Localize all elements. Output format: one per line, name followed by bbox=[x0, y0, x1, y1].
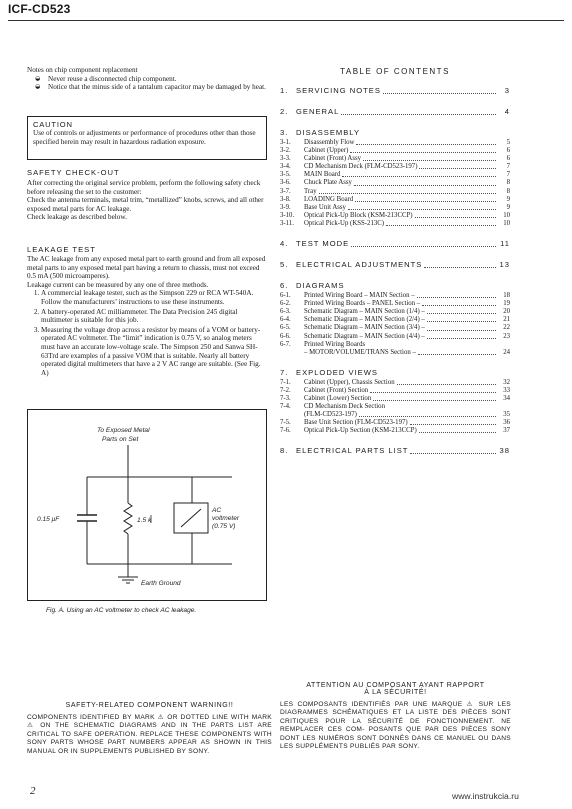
toc-leader-dots bbox=[354, 185, 496, 186]
toc-section-title: TEST MODE bbox=[296, 239, 350, 249]
toc-page-number: 7 bbox=[506, 163, 510, 171]
toc-section-title: GENERAL bbox=[296, 107, 340, 116]
toc-subsection bbox=[280, 220, 510, 228]
toc-subsection-title: (FLM-CD523-197) bbox=[304, 411, 357, 419]
leakage-test-text: Leakage current can be measured by any one of three methods. bbox=[27, 280, 209, 289]
toc-section-number: 7. bbox=[280, 367, 289, 377]
toc-subsection-number: 7-4. bbox=[280, 403, 291, 411]
toc-leader-dots bbox=[370, 392, 496, 393]
toc-page-number: 38 bbox=[499, 446, 510, 456]
toc-leader-dots bbox=[410, 424, 496, 425]
toc-subsection bbox=[280, 379, 510, 387]
toc-subsection-title: Schematic Diagram – MAIN Section (2/4) – bbox=[304, 316, 425, 324]
chip-note-item bbox=[27, 83, 267, 92]
manual-model-title: ICF-CD523 bbox=[8, 2, 71, 16]
table-of-contents bbox=[280, 86, 510, 456]
safety-checkout-title: SAFETY CHECK-OUT bbox=[27, 168, 120, 177]
toc-subsection bbox=[280, 395, 510, 403]
toc-subsection bbox=[280, 419, 510, 427]
toc-leader-dots bbox=[427, 313, 496, 314]
safety-checkout-text: Check leakage as described below. bbox=[27, 213, 127, 222]
toc-subsection-number: 7-2. bbox=[280, 386, 291, 394]
toc-subsection-number: 7-6. bbox=[280, 427, 291, 435]
toc-page-number: 11 bbox=[500, 239, 510, 249]
toc-subsection-number: 3-5. bbox=[280, 171, 291, 179]
toc-leader-dots bbox=[427, 338, 496, 339]
toc-subsection-number: 6-1. bbox=[280, 292, 291, 300]
safety-checkout-text: Check the antenna terminals, metal trim, “metallized” knobs, screws, and all other exposed metal parts for AC leakage. bbox=[27, 196, 264, 213]
toc-subsection-title: Printed Wiring Board – MAIN Section – bbox=[304, 292, 415, 300]
toc-subsection bbox=[280, 403, 510, 411]
toc-subsection bbox=[280, 341, 510, 349]
toc-section bbox=[280, 86, 510, 96]
capacitor-label: 0.15 μF bbox=[37, 516, 60, 523]
toc-leader-dots bbox=[356, 144, 496, 145]
toc-leader-dots bbox=[355, 201, 496, 202]
toc-subsection-title: MAIN Board bbox=[304, 171, 341, 179]
toc-subsection-title: Printed Wiring Boards – PANEL Section – bbox=[304, 300, 421, 308]
leakage-test-text: The AC leakage from any exposed metal part to earth ground and from all exposed metal parts to any exposed metal part having a return to chassis, must not exceed 0.5 mA (500 microamperes). bbox=[27, 255, 266, 281]
toc-subsection-number: 3-8. bbox=[280, 195, 291, 203]
toc-leader-dots bbox=[383, 93, 496, 94]
circuit-label-top: Parts on Set bbox=[102, 436, 139, 443]
toc-subsection bbox=[280, 316, 510, 324]
chip-note-text: Never reuse a disconnected chip component. bbox=[48, 74, 177, 83]
toc-page-number: 24 bbox=[503, 348, 510, 356]
toc-leader-dots bbox=[359, 416, 496, 417]
toc-subsection-number: 3-7. bbox=[280, 187, 291, 195]
toc-subsection-title: CD Mechanism Deck (FLM-CD523-197) bbox=[304, 163, 418, 171]
ground-label: Earth Ground bbox=[141, 580, 181, 587]
leakage-methods-list bbox=[27, 289, 267, 377]
leakage-method: 1. A commercial leakage tester, such as the Simpson 229 or RCA WT-540A. Follow the manufacturers’ instructions to use these instruments. bbox=[41, 289, 267, 306]
circuit-label-top: To Exposed Metal bbox=[97, 427, 150, 434]
toc-subsection-number: 6-5. bbox=[280, 324, 291, 332]
toc-leader-dots bbox=[410, 453, 496, 454]
toc-subsection-list bbox=[280, 139, 510, 228]
toc-page-number: 9 bbox=[506, 203, 510, 211]
leakage-method: 2. A battery-operated AC milliammeter. The Data Precision 245 digital multimeter is suitable for this job. bbox=[41, 308, 267, 325]
toc-subsection-number: 6-6. bbox=[280, 332, 291, 340]
watermark: www.instrukcia.ru bbox=[452, 791, 519, 801]
toc-page-number: 22 bbox=[503, 324, 510, 332]
toc-page-number: 36 bbox=[503, 419, 510, 427]
toc-subsection bbox=[280, 324, 510, 332]
safety-warning-fr-title: ATTENTION AU COMPOSANT AYANT RAPPORT bbox=[306, 682, 485, 689]
toc-section bbox=[280, 446, 510, 456]
toc-leader-dots bbox=[348, 209, 496, 210]
toc-page-number: 23 bbox=[503, 332, 510, 340]
bullet-icon: ◒ bbox=[35, 83, 41, 91]
toc-subsection-number: 3-1. bbox=[280, 139, 291, 146]
toc-subsection-number: 3-4. bbox=[280, 163, 291, 171]
toc-subsection bbox=[280, 171, 510, 179]
toc-section bbox=[280, 281, 510, 291]
toc-subsection-title: Printed Wiring Boards bbox=[304, 340, 366, 348]
toc-page-number: 20 bbox=[503, 308, 510, 316]
toc-page-number: 4 bbox=[504, 107, 510, 116]
toc-subsection bbox=[280, 196, 510, 204]
toc-title: TABLE OF CONTENTS bbox=[340, 67, 450, 76]
toc-section-number: 3. bbox=[280, 128, 289, 137]
toc-leader-dots bbox=[419, 432, 496, 433]
toc-subsection bbox=[280, 349, 510, 357]
toc-subsection bbox=[280, 300, 510, 308]
toc-subsection bbox=[280, 333, 510, 341]
chip-note-text: Notice that the minus side of a tantalum capacitor may be damaged by heat. bbox=[48, 83, 266, 92]
toc-subsection-title: Schematic Diagram – MAIN Section (1/4) – bbox=[304, 308, 425, 316]
toc-leader-dots bbox=[418, 354, 496, 355]
toc-subsection-number: 3-3. bbox=[280, 155, 291, 163]
chip-note-item bbox=[27, 75, 267, 84]
toc-subsection bbox=[280, 387, 510, 395]
toc-page-number: 34 bbox=[503, 394, 510, 402]
leakage-test bbox=[27, 245, 267, 378]
toc-section-number: 6. bbox=[280, 281, 289, 291]
toc-section-title: DISASSEMBLY bbox=[296, 128, 361, 137]
toc-section bbox=[280, 368, 510, 378]
toc-subsection bbox=[280, 411, 510, 419]
safety-warning-title: SAFETY-RELATED COMPONENT WARNING!! bbox=[65, 702, 234, 709]
toc-section bbox=[280, 107, 510, 117]
toc-subsection-number: 6-2. bbox=[280, 300, 291, 308]
toc-subsection bbox=[280, 427, 510, 435]
toc-subsection-title: Cabinet (Front) Section bbox=[304, 386, 369, 394]
toc-subsection bbox=[280, 292, 510, 300]
toc-section-title: SERVICING NOTES bbox=[296, 86, 381, 95]
toc-leader-dots bbox=[417, 297, 496, 298]
toc-subsection-title: Cabinet (Upper) bbox=[304, 147, 349, 155]
leakage-test-title: LEAKAGE TEST bbox=[27, 245, 96, 254]
toc-subsection-number: 6-7. bbox=[280, 340, 291, 348]
figure-caption: Fig. A. Using an AC voltmeter to check AC leakage. bbox=[46, 607, 197, 614]
toc-subsection bbox=[280, 139, 510, 147]
toc-subsection-number: 3-9. bbox=[280, 203, 291, 211]
safety-checkout-text: After correcting the original service problem, perform the following safety check before releasing the set to the customer: bbox=[27, 179, 261, 196]
toc-subsection bbox=[280, 212, 510, 220]
toc-page-number: 37 bbox=[503, 427, 510, 435]
toc-subsection-title: Cabinet (Upper), Chassis Section bbox=[304, 378, 395, 386]
toc-page-number: 33 bbox=[503, 386, 510, 394]
toc-leader-dots bbox=[363, 160, 496, 161]
toc-section-number: 8. bbox=[280, 446, 289, 456]
toc-page-number: 21 bbox=[503, 316, 510, 324]
toc-subsection bbox=[280, 163, 510, 171]
toc-page-number: 7 bbox=[506, 171, 510, 179]
caution-box bbox=[27, 116, 267, 160]
caution-text: Use of controls or adjustments or performance of procedures other than those specified herein may result in hazardous radiation exposure. bbox=[33, 129, 256, 146]
toc-page-number: 8 bbox=[506, 179, 510, 187]
resistor-label: 1.5 k bbox=[137, 517, 152, 524]
toc-leader-dots bbox=[350, 152, 496, 153]
safety-checkout bbox=[27, 168, 267, 222]
toc-subsection-number: 3-2. bbox=[280, 147, 291, 155]
toc-subsection-title: Base Unit Section (FLM-CD523-197) bbox=[304, 419, 408, 427]
toc-leader-dots bbox=[342, 176, 496, 177]
toc-leader-dots bbox=[386, 225, 496, 226]
safety-warning-fr bbox=[280, 682, 511, 751]
toc-page-number: 19 bbox=[503, 300, 510, 308]
toc-leader-dots bbox=[419, 168, 496, 169]
chip-notes bbox=[27, 66, 267, 92]
toc-page-number: 5 bbox=[506, 139, 510, 146]
toc-subsection-title: Cabinet (Lower) Section bbox=[304, 394, 372, 402]
toc-subsection-title: – MOTOR/VOLUME/TRANS Section – bbox=[304, 348, 416, 356]
toc-section-number: 5. bbox=[280, 260, 289, 270]
toc-subsection-title: Schematic Diagram – MAIN Section (3/4) – bbox=[304, 324, 425, 332]
toc-section-title: ELECTRICAL PARTS LIST bbox=[296, 446, 409, 456]
voltmeter-label: (0.75 V) bbox=[212, 523, 236, 530]
toc-subsection-title: Tray bbox=[304, 187, 317, 195]
toc-subsection bbox=[280, 308, 510, 316]
toc-leader-dots bbox=[341, 114, 496, 115]
toc-subsection-title: Schematic Diagram – MAIN Section (4/4) – bbox=[304, 332, 425, 340]
toc-subsection-title: Base Unit Assy bbox=[304, 203, 346, 211]
voltmeter-label: AC bbox=[212, 507, 222, 514]
toc-leader-dots bbox=[415, 217, 496, 218]
toc-subsection-number: 7-1. bbox=[280, 378, 291, 386]
toc-section-title: DIAGRAMS bbox=[296, 281, 345, 291]
resistor bbox=[124, 503, 132, 534]
toc-subsection-title: Optical Pick-Up (KSS-213C) bbox=[304, 219, 385, 227]
toc-leader-dots bbox=[427, 330, 496, 331]
safety-warning-en bbox=[27, 702, 272, 756]
toc-leader-dots bbox=[397, 384, 496, 385]
toc-subsection-number: 3-10. bbox=[280, 211, 295, 219]
toc-subsection-number: 3-11. bbox=[280, 219, 294, 227]
toc-subsection-title: Cabinet (Front) Assy bbox=[304, 155, 362, 163]
safety-warning-fr-title: À LA SÉCURITÉ! bbox=[364, 689, 427, 696]
page-number: 2 bbox=[30, 785, 36, 797]
toc-page-number: 8 bbox=[506, 187, 510, 195]
chip-notes-title: Notes on chip component replacement bbox=[27, 66, 138, 74]
toc-leader-dots bbox=[351, 246, 496, 247]
toc-subsection-title: Optical Pick-Up Block (KSM-213CCP) bbox=[304, 211, 413, 219]
bullet-icon: ◒ bbox=[35, 74, 41, 82]
voltmeter-label: voltmeter bbox=[212, 515, 240, 522]
toc-page-number: 6 bbox=[506, 155, 510, 163]
safety-warning-text: COMPONENTS IDENTIFIED BY MARK ⚠ OR DOTTED LINE WITH MARK ⚠ ON THE SCHEMATIC DIAGRAMS AND IN THE PARTS LIST ARE CRITICAL TO SAFE OPERATION. REPLACE THESE COMPONENTS WITH SONY PARTS WHOSE PART NUMBERS APPEAR AS SHOWN IN THIS MANUAL OR IN SUPPLEMENTS PUBLISHED BY SONY. bbox=[27, 714, 272, 755]
toc-subsection-title: Chuck Plate Assy bbox=[304, 179, 352, 187]
toc-subsection bbox=[280, 204, 510, 212]
toc-section-number: 2. bbox=[280, 107, 289, 116]
toc-subsection bbox=[280, 155, 510, 163]
header-rule bbox=[8, 20, 564, 21]
toc-page-number: 6 bbox=[506, 147, 510, 155]
toc-leader-dots bbox=[422, 305, 496, 306]
toc-subsection-number: 3-6. bbox=[280, 179, 291, 187]
caution-title: CAUTION bbox=[33, 120, 73, 129]
toc-subsection-number: 7-5. bbox=[280, 419, 291, 427]
toc-section bbox=[280, 260, 510, 270]
toc-subsection-title: Disassembly Flow bbox=[304, 139, 355, 146]
leakage-test-circuit bbox=[27, 409, 267, 601]
toc-leader-dots bbox=[424, 267, 496, 268]
leakage-method: 3. Measuring the voltage drop across a resistor by means of a VOM or battery-operated AC voltmeter. The “limit” indication is 0.75 V, so analog meters must have an accurate low-voltage scale. The Simpson 250 and Sanwa SH-63Trd are examples of a passive VOM that is suitable. Nearly all battery operated digital multimeters that have a 2 V AC range are suitable. (See Fig. A) bbox=[41, 326, 267, 378]
toc-leader-dots bbox=[319, 193, 496, 194]
toc-subsection bbox=[280, 147, 510, 155]
toc-subsection-title: CD Mechanism Deck Section bbox=[304, 403, 385, 411]
toc-subsection-number: 7-3. bbox=[280, 394, 291, 402]
toc-page-number: 9 bbox=[506, 195, 510, 203]
toc-subsection-number: 6-4. bbox=[280, 316, 291, 324]
toc-section-number: 4. bbox=[280, 239, 289, 249]
toc-subsection-list bbox=[280, 379, 510, 436]
toc-page-number: 18 bbox=[503, 292, 510, 300]
safety-warning-fr-text: LES COMPOSANTS IDENTIFIÉS PAR UNE MARQUE ⚠ SUR LES DIAGRAMMES SCHÉMATIQUES ET LA LISTE DES PIÈCES SONT CRITIQUES POUR LA SÉCURITÉ DE FONCTIONNEMENT. NE REMPLACER CES COM- POSANTS QUE PAR DES PIÈCES SONY DONT LES NUMÉROS SONT DONNÉS DANS CE MANUEL OU DANS LES SUPPLÉMENTS PUBLIÉS PAR SONY. bbox=[280, 701, 511, 751]
toc-page-number: 32 bbox=[503, 378, 510, 386]
toc-leader-dots bbox=[373, 400, 496, 401]
toc-section-number: 1. bbox=[280, 86, 289, 95]
toc-page-number: 3 bbox=[504, 86, 510, 95]
toc-subsection bbox=[280, 188, 510, 196]
toc-subsection-title: Optical Pick-Up Section (KSM-213CCP) bbox=[304, 427, 417, 435]
toc-section bbox=[280, 128, 510, 138]
toc-subsection-title: LOADING Board bbox=[304, 195, 354, 203]
toc-leader-dots bbox=[427, 321, 496, 322]
toc-page-number: 10 bbox=[503, 219, 510, 227]
toc-section-title: EXPLODED VIEWS bbox=[296, 367, 378, 377]
toc-subsection-number: 6-3. bbox=[280, 308, 291, 316]
toc-page-number: 35 bbox=[503, 411, 510, 419]
toc-section-title: ELECTRICAL ADJUSTMENTS bbox=[296, 260, 423, 270]
toc-subsection-list bbox=[280, 292, 510, 357]
toc-subsection bbox=[280, 179, 510, 187]
toc-section bbox=[280, 239, 510, 249]
toc-page-number: 13 bbox=[499, 260, 510, 270]
toc-page-number: 10 bbox=[503, 211, 510, 219]
